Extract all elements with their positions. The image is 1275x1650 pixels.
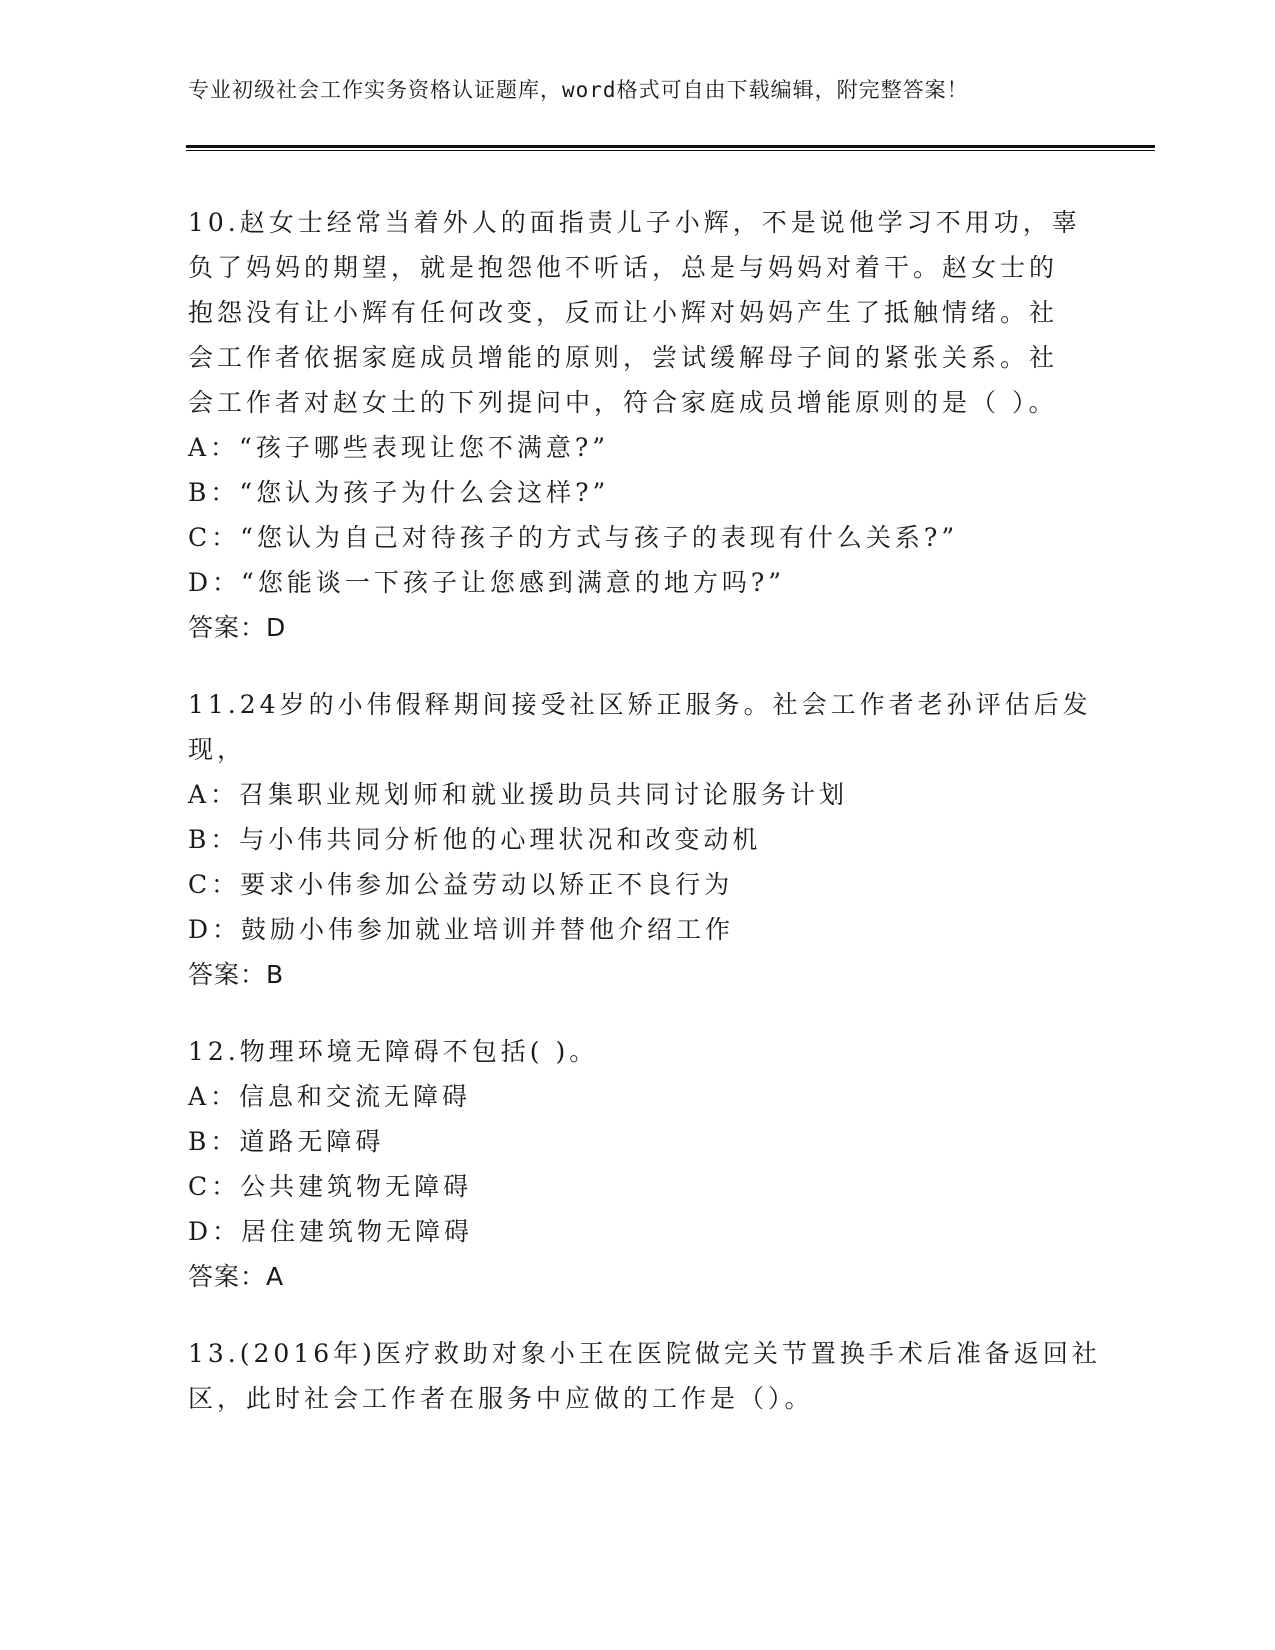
page-header: 专业初级社会工作实务资格认证题库，word格式可自由下载编辑，附完整答案！ <box>188 78 969 102</box>
question-12 <box>188 1029 1088 1299</box>
header-rule-thick <box>186 145 1155 148</box>
question-text-line: 12.物理环境无障碍不包括( )。 <box>188 1037 599 1066</box>
answer-label: 答案：B <box>188 960 285 989</box>
question-13 <box>188 1331 1101 1421</box>
question-text-line: 13.(2016年)医疗救助对象小王在医院做完关节置换手术后准备返回社 <box>188 1339 1101 1368</box>
question-text-line: 11.24岁的小伟假释期间接受社区矫正服务。社会工作者老孙评估后发 <box>188 690 1092 719</box>
option-b: B：与小伟共同分析他的心理状况和改变动机 <box>188 825 762 854</box>
option-d: D：鼓励小伟参加就业培训并替他介绍工作 <box>188 915 735 944</box>
question-text-line: 区，此时社会工作者在服务中应做的工作是（）。 <box>188 1384 814 1413</box>
question-10 <box>188 200 1088 650</box>
header-rule-thin <box>186 150 1155 151</box>
option-d: D：居住建筑物无障碍 <box>188 1217 474 1246</box>
question-text-line: 抱怨没有让小辉有任何改变，反而让小辉对妈妈产生了抵触情绪。社 <box>188 298 1059 327</box>
option-a: A：召集职业规划师和就业援助员共同讨论服务计划 <box>188 780 849 809</box>
option-d: D：“您能谈一下孩子让您感到满意的地方吗?” <box>188 568 786 597</box>
question-text-line: 10.赵女士经常当着外人的面指责儿子小辉，不是说他学习不用功，辜 <box>188 208 1081 237</box>
option-c: C：“您认为自己对待孩子的方式与孩子的表现有什么关系?” <box>188 523 959 552</box>
question-text-line: 负了妈妈的期望，就是抱怨他不听话，总是与妈妈对着干。赵女士的 <box>188 253 1059 282</box>
question-text-line: 会工作者依据家庭成员增能的原则，尝试缓解母子间的紧张关系。社 <box>188 343 1059 372</box>
question-list <box>188 200 1101 1453</box>
option-a: A：信息和交流无障碍 <box>188 1082 472 1111</box>
option-a: A：“孩子哪些表现让您不满意?” <box>188 433 610 462</box>
answer-label: 答案：D <box>188 613 287 642</box>
option-c: C：公共建筑物无障碍 <box>188 1172 473 1201</box>
option-b: B：道路无障碍 <box>188 1127 385 1156</box>
option-c: C：要求小伟参加公益劳动以矫正不良行为 <box>188 870 734 899</box>
question-text-line: 现， <box>188 735 247 764</box>
question-text-line: 会工作者对赵女土的下列提问中，符合家庭成员增能原则的是（ ）。 <box>188 388 1058 417</box>
option-b: B：“您认为孩子为什么会这样?” <box>188 478 610 507</box>
answer-label: 答案：A <box>188 1262 285 1291</box>
question-11 <box>188 682 1092 997</box>
